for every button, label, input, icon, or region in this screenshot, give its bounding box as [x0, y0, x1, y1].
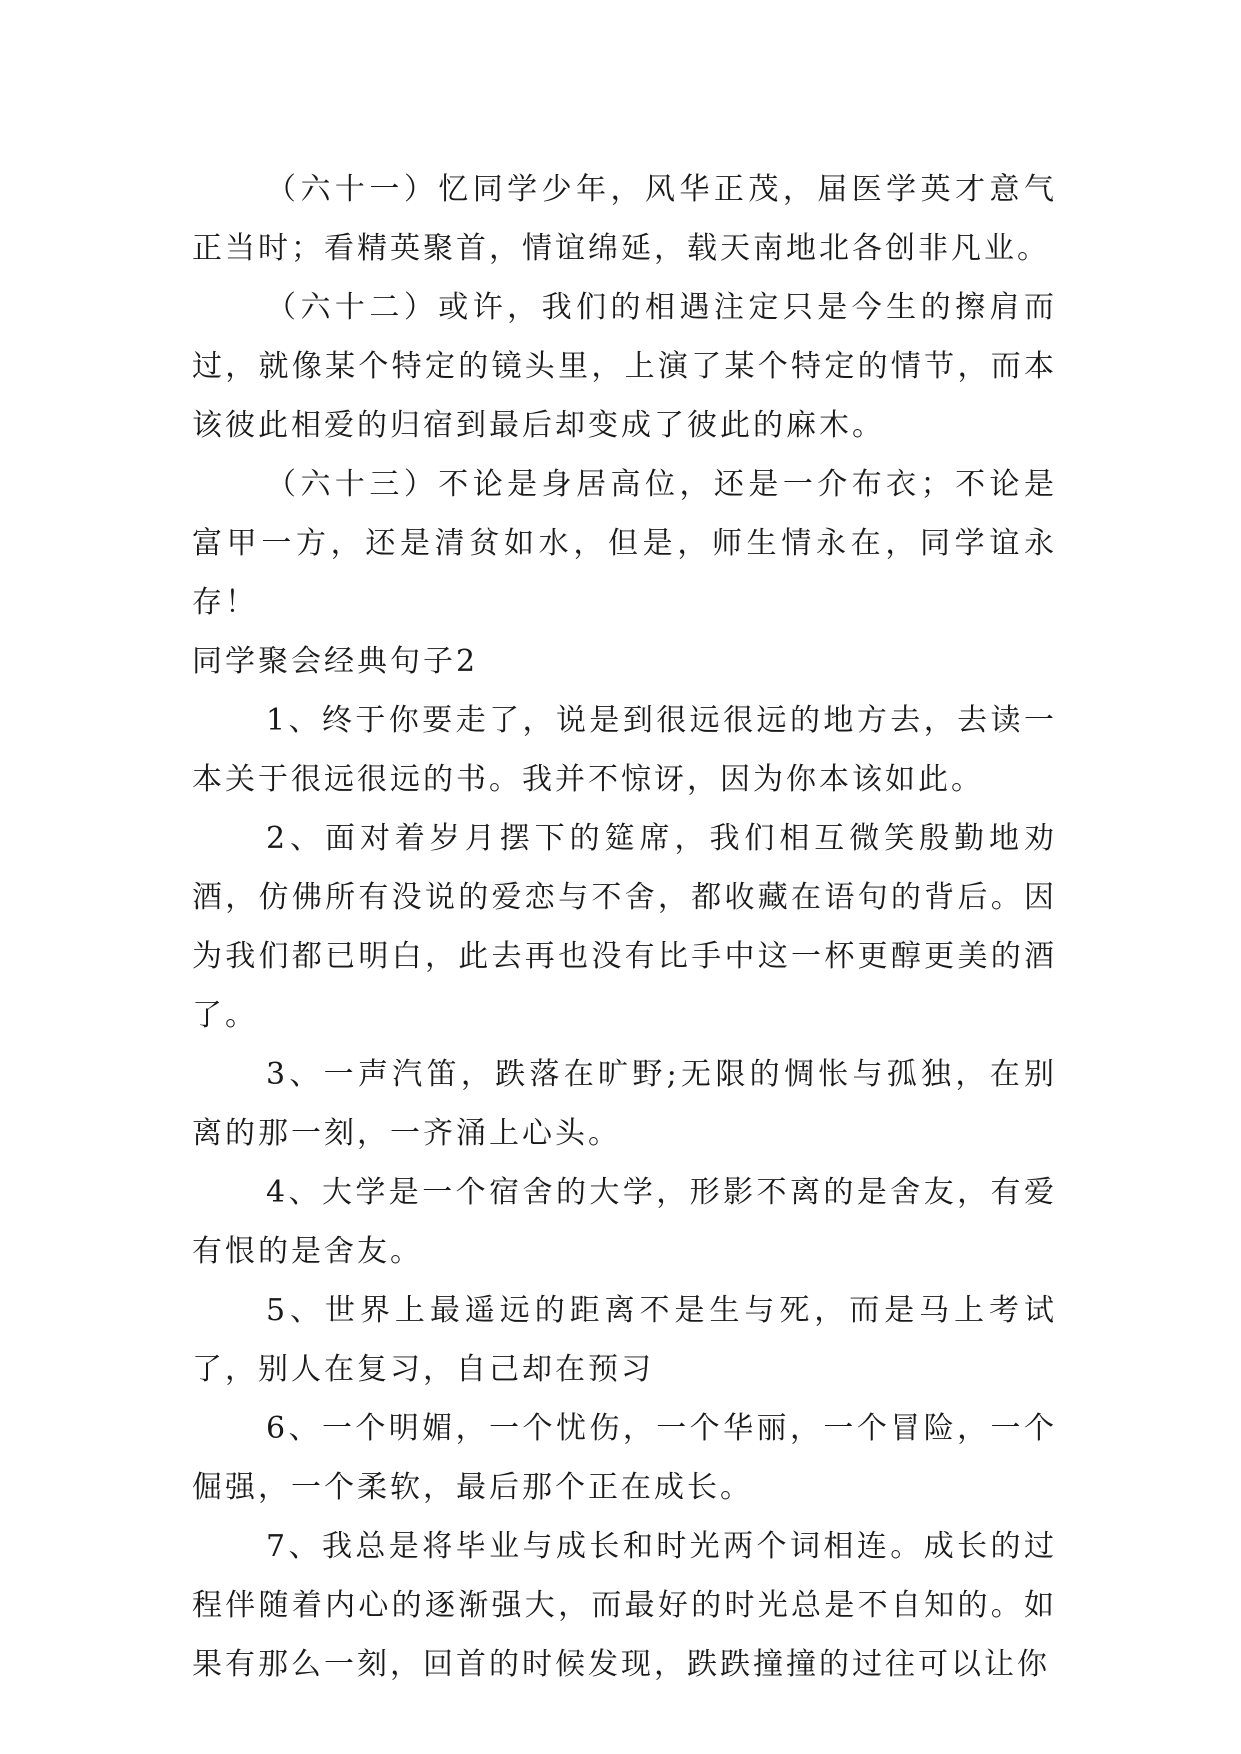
list-item-3: 3、一声汽笛，跌落在旷野;无限的惆怅与孤独，在别离的那一刻，一齐涌上心头。 [192, 1057, 1057, 1151]
list-item-6: 6、一个明媚，一个忧伤，一个华丽，一个冒险，一个倔强，一个柔软，最后那个正在成长。 [192, 1411, 1057, 1505]
list-item-1: 1、终于你要走了，说是到很远很远的地方去，去读一本关于很远很远的书。我并不惊讶，因为你本该如此。 [192, 703, 1057, 797]
list-item-2: 2、面对着岁月摆下的筵席，我们相互微笑殷勤地劝酒，仿佛所有没说的爱恋与不舍，都收藏在语句的背后。因为我们都已明白，此去再也没有比手中这一杯更醇更美的酒了。 [192, 821, 1057, 1033]
paragraph-61: （六十一）忆同学少年，风华正茂，届医学英才意气正当时；看精英聚首，情谊绵延，载天南地北各创非凡业。 [192, 172, 1057, 266]
paragraph-62: （六十二）或许，我们的相遇注定只是今生的擦肩而过，就像某个特定的镜头里，上演了某个特定的情节，而本该彼此相爱的归宿到最后却变成了彼此的麻木。 [192, 290, 1057, 443]
section-heading: 同学聚会经典句子2 [192, 644, 479, 679]
list-item-4: 4、大学是一个宿舍的大学，形影不离的是舍友，有爱有恨的是舍友。 [192, 1175, 1057, 1269]
list-item-5: 5、世界上最遥远的距离不是生与死，而是马上考试了，别人在复习，自己却在预习 [192, 1293, 1057, 1387]
list-item-7: 7、我总是将毕业与成长和时光两个词相连。成长的过程伴随着内心的逐渐强大，而最好的时光总是不自知的。如果有那么一刻，回首的时候发现，跌跌撞撞的过往可以让你 [192, 1529, 1057, 1682]
paragraph-63: （六十三）不论是身居高位，还是一介布衣；不论是富甲一方，还是清贫如水，但是，师生情永在，同学谊永存！ [192, 467, 1057, 620]
document-body [192, 160, 1057, 1694]
